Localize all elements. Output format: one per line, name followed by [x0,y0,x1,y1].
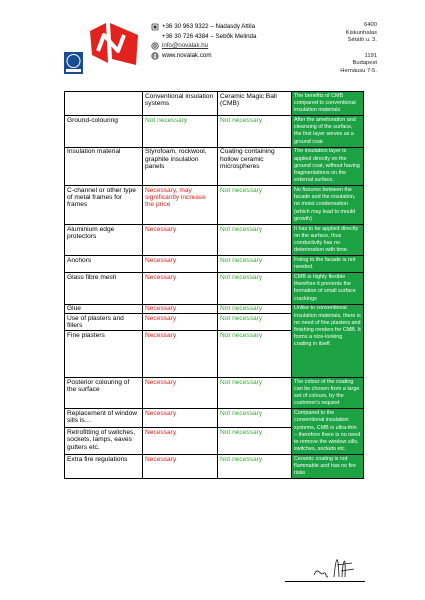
benefit-cell: Unlike to conventional insulation materials, there is no need of fine plasters and finishing renders for CMB. It forms a nice-looking coating in itself. [292,304,364,377]
phone-icon [151,23,159,31]
table-row [65,409,364,428]
header-empty [65,92,143,116]
conventional-cell: Necessary [143,378,218,409]
benefit-cell: CMB is highly flexible therefore it prevents the formation of small surface crackings [292,273,364,304]
cmb-cell: Not necessary [218,224,292,255]
handwritten-signature [312,547,357,581]
row-label: Glue [65,304,143,314]
address-line: Sétáló u. 3. [347,37,377,44]
address-line: Hernáusu 7-5. [340,67,377,74]
globe-icon [151,52,159,60]
benefit-cell: The colour of the coating can be chosen from a large set of colours, by the customer's request [292,378,364,409]
row-label: Fine plasters [65,331,143,378]
conventional-cell: Necessary, may significantly increase the price [143,186,218,225]
conventional-cell: Necessary [143,428,218,455]
tuv-badge-icon [64,52,83,74]
cmb-cell: Not necessary [218,116,292,147]
conventional-cell: Necessary [143,304,218,314]
row-label: Glass fibre mesh [65,273,143,304]
cmb-cell: Not necessary [218,455,292,479]
contact-block [151,22,256,60]
table-header-row [65,92,364,116]
comparison-table [64,91,364,479]
benefit-cell: Ceramic coating is not flammable and has no fire risks [292,455,364,479]
conventional-cell: Necessary [143,455,218,479]
row-label: Use of plasters and fillers [65,314,143,331]
at-sign-icon [151,42,159,50]
table-row [65,273,364,304]
conventional-cell: Styrofoam, rockwool, graphite insulation panels [143,147,218,186]
address-block [340,22,377,76]
row-label: Replacement of window sills is… [65,409,143,428]
benefit-cell: The insulation layer is applied directly on the ground coat, without having fragmentations on the external surface. [292,147,364,186]
cmb-cell: Not necessary [218,409,292,428]
row-label: Aluminium edge protectors [65,224,143,255]
letterhead [0,0,425,85]
conventional-cell: Necessary [143,273,218,304]
email-row [151,41,256,51]
conventional-cell: Not necessary [143,116,218,147]
row-label: Posterior colouring of the surface [65,378,143,409]
row-label: Retrofitting of switches, sockets, lamps, eaves gutters etc. [65,428,143,455]
web-url[interactable]: www.novalak.com [162,51,212,59]
benefit-cell: Compared to the conventional insulation systems, CMB is ultra-thin – therefore there is no need to remove the window sills, switches, sockets etc. [292,409,364,455]
table-row [65,224,364,255]
cmb-cell: Not necessary [218,186,292,225]
cmb-cell: Not necessary [218,304,292,314]
table-row [65,256,364,273]
table-row [65,378,364,409]
signature-line [285,581,365,582]
phone-row-1 [151,22,256,32]
row-label: Anchors [65,256,143,273]
address-line: 1191 [364,52,377,59]
cmb-cell: Not necessary [218,314,292,331]
address-line: 6400 [364,22,377,28]
row-label: Ground-colouring [65,116,143,147]
benefit-cell: Fixing to the facade is not needed. [292,256,364,273]
cmb-cell: Not necessary [218,256,292,273]
table-row [65,147,364,186]
conventional-cell: Necessary [143,409,218,428]
cmb-cell: Coating containing hollow ceramic microspheres [218,147,292,186]
cmb-cell: Not necessary [218,428,292,455]
table-row [65,455,364,479]
row-label: Extra fire regulations [65,455,143,479]
benefit-cell: After the amelioration and cleansing of the surface, the first layer serves as a ground coat. [292,116,364,147]
table-row [65,304,364,314]
phone-2: +36 30 726 4384 – Sebők Melinda [162,32,257,40]
novalak-logo [86,21,142,67]
table-row [65,116,364,147]
web-row [151,51,256,61]
phone-1: +36 30 963 9322 – Nadasdy Attila [162,23,256,30]
header-benefits: The benefits of CMB compared to conventional insulation materials [292,92,364,116]
cmb-cell: Not necessary [218,331,292,378]
conventional-cell: Necessary [143,331,218,378]
conventional-cell: Necessary [143,256,218,273]
header-conventional: Conventional insulation systems [143,92,218,116]
row-label: Insulation material [65,147,143,186]
benefit-cell: It has to be applied directly on the surface, thus conductivity has no deterioration with time. [292,224,364,255]
conventional-cell: Necessary [143,314,218,331]
row-label: C-channel or other type of metal frames for frames [65,186,143,225]
cmb-cell: Not necessary [218,273,292,304]
conventional-cell: Necessary [143,224,218,255]
benefit-cell: No fissures between the facade and the insulation, no moist condensation (which may lead to mould growth) [292,186,364,225]
phone-row-2 [151,32,256,42]
cmb-cell: Not necessary [218,378,292,409]
header-cmb: Ceramic Magic Ball (CMB) [218,92,292,116]
email-link[interactable]: info@novalak.hu [162,42,209,50]
address-line: Budapest [352,60,377,67]
address-line: Kiskunhalas [345,29,377,36]
table-row [65,186,364,225]
